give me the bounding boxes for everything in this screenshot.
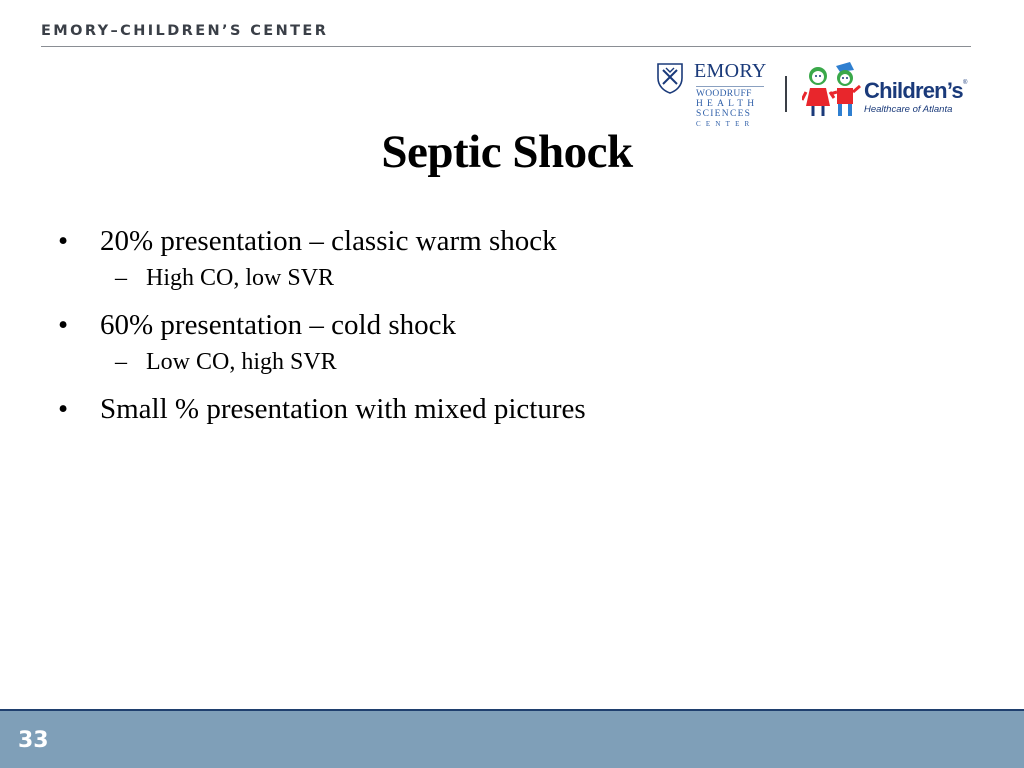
emory-logo-rule: [696, 86, 764, 87]
childrens-subtitle: Healthcare of Atlanta: [864, 104, 953, 115]
partner-logos: [654, 58, 976, 134]
bullet-item: [58, 390, 958, 428]
header-rule: [41, 46, 971, 47]
childrens-kids-icon: [802, 62, 862, 118]
bullet-marker: •: [58, 309, 69, 341]
sub-bullet-item: [58, 348, 958, 376]
bullet-marker: •: [58, 393, 69, 425]
emory-sub-line-2: HEALTH: [696, 99, 759, 109]
sub-bullet-marker: –: [115, 349, 127, 375]
bullet-text: Small % presentation with mixed pictures: [100, 393, 586, 425]
sub-bullet-item: [58, 264, 958, 292]
bullet-marker: •: [58, 225, 69, 257]
emory-sub-line-1: WOODRUFF: [696, 89, 752, 99]
bullet-text: 60% presentation – cold shock: [100, 309, 456, 341]
bullet-item: [58, 306, 958, 344]
page-number: 33: [18, 728, 49, 753]
emory-subtitle: [696, 89, 766, 129]
bullet-item: [58, 222, 958, 260]
emory-sub-line-4: CENTER: [696, 120, 755, 128]
slide-title: Septic Shock: [381, 126, 633, 178]
emory-wordmark: EMORY: [694, 60, 767, 82]
sub-bullet-text: High CO, low SVR: [146, 265, 335, 291]
bullet-text: 20% presentation – classic warm shock: [100, 225, 557, 257]
footer-bar: [0, 711, 1024, 768]
bullet-list: [58, 222, 958, 428]
emory-sub-line-3: SCIENCES: [696, 109, 752, 119]
emory-shield-icon: [656, 62, 684, 94]
header-label: EMORY–CHILDREN’S CENTER: [41, 23, 329, 39]
sub-bullet-marker: –: [115, 265, 127, 291]
childrens-wordmark: Children’s: [864, 78, 963, 103]
childrens-registered-mark: ®: [963, 80, 968, 86]
logo-divider: [785, 76, 787, 112]
sub-bullet-text: Low CO, high SVR: [146, 349, 337, 375]
